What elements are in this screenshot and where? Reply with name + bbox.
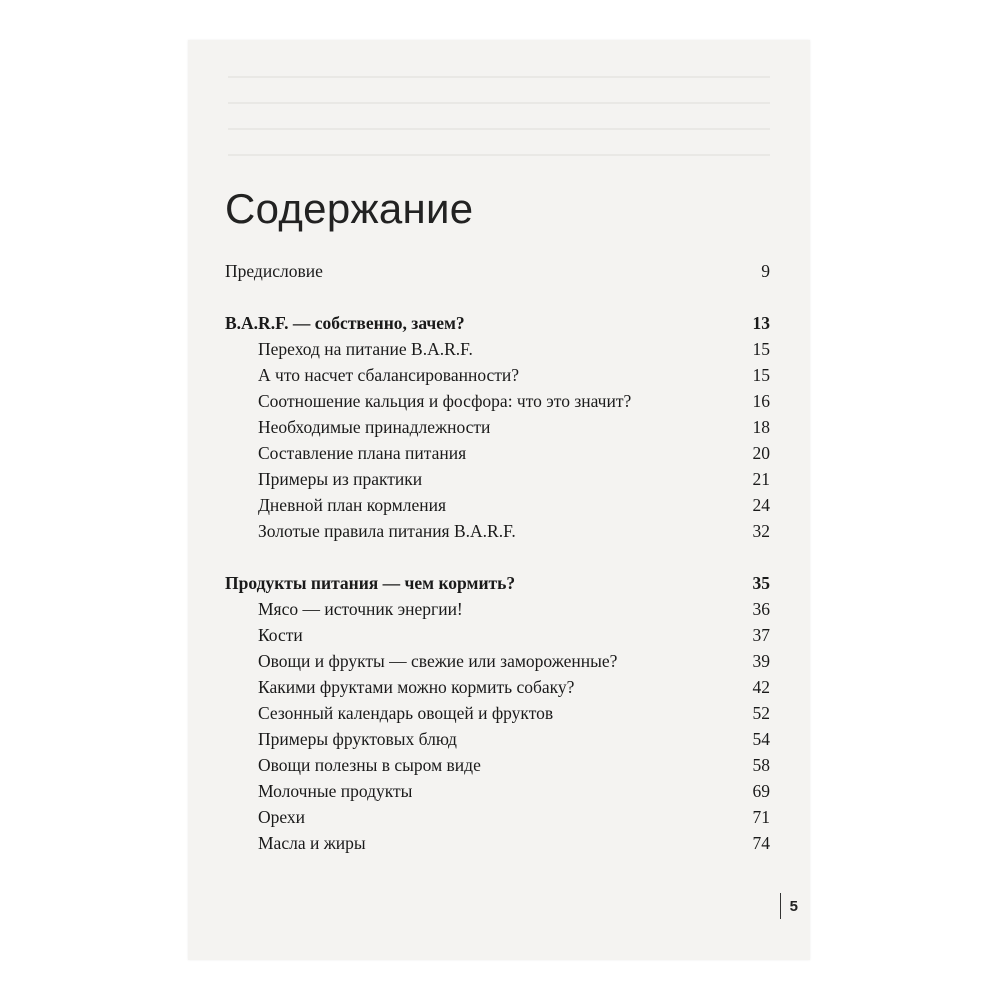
show-through-line	[228, 128, 770, 130]
toc-entry-label: Предисловие	[225, 261, 323, 281]
toc-section-food	[225, 570, 770, 596]
toc-entry	[225, 362, 770, 388]
toc-entry	[225, 700, 770, 726]
toc-entry-label: Продукты питания — чем кормить?	[225, 573, 516, 593]
toc-entry-page: 54	[752, 729, 770, 749]
toc-entry	[225, 752, 770, 778]
toc-entry-label: Примеры фруктовых блюд	[258, 729, 457, 749]
toc-entry-label: Овощи и фрукты — свежие или замороженные?	[258, 651, 618, 671]
toc-entry-page: 58	[752, 755, 770, 775]
toc-entry	[225, 596, 770, 622]
toc-entry-page: 13	[752, 313, 770, 333]
toc-entry	[225, 726, 770, 752]
toc-entry-page: 52	[752, 703, 770, 723]
toc-entry	[225, 414, 770, 440]
toc-entry	[225, 804, 770, 830]
page-title: Содержание	[225, 185, 474, 232]
toc-entry-label: Сезонный календарь овощей и фруктов	[258, 703, 554, 723]
toc-entry-preface	[225, 258, 770, 284]
toc-entry-page: 37	[752, 625, 770, 645]
toc-entry-page: 74	[752, 833, 770, 853]
toc-entry-label: Молочные продукты	[258, 781, 413, 801]
toc-entry-label: Овощи полезны в сыром виде	[258, 755, 481, 775]
toc-entry-page: 24	[752, 495, 770, 515]
toc-entry-page: 9	[761, 261, 770, 281]
toc-entry-page: 39	[752, 651, 770, 671]
toc-entry-label: Примеры из практики	[258, 469, 423, 489]
toc-entry-page: 15	[752, 339, 770, 359]
toc-entry-page: 18	[752, 417, 770, 437]
toc-entry	[225, 466, 770, 492]
toc-entry-page: 69	[752, 781, 770, 801]
toc-entry-label: B.A.R.F. — собственно, зачем?	[225, 313, 465, 333]
toc-entry	[225, 674, 770, 700]
show-through-line	[228, 154, 770, 156]
footer-divider	[780, 893, 781, 919]
page-number: 5	[789, 897, 798, 915]
toc-entry-page: 20	[752, 443, 770, 463]
toc-entry	[225, 518, 770, 544]
show-through-line	[228, 76, 770, 78]
toc-entry	[225, 830, 770, 856]
toc-entry	[225, 622, 770, 648]
toc-entry-label: Соотношение кальция и фосфора: что это значит?	[258, 391, 632, 411]
toc-entry-label: Орехи	[258, 807, 306, 827]
toc-entry-page: 15	[752, 365, 770, 385]
toc-entry-label: А что насчет сбалансированности?	[258, 365, 520, 385]
toc-entry-page: 36	[752, 599, 770, 619]
toc-entry-label: Масла и жиры	[258, 833, 366, 853]
toc-entry-page: 71	[752, 807, 770, 827]
toc-entry-label: Дневной план кормления	[258, 495, 446, 515]
toc-entry-label: Кости	[258, 625, 303, 645]
toc-entry	[225, 336, 770, 362]
toc-entry-label: Мясо — источник энергии!	[258, 599, 463, 619]
show-through-line	[228, 102, 770, 104]
toc-entry-page: 35	[752, 573, 770, 593]
toc-entry-label: Золотые правила питания B.A.R.F.	[258, 521, 516, 541]
toc-entry	[225, 778, 770, 804]
toc-entry-page: 32	[752, 521, 770, 541]
toc-entry-page: 21	[752, 469, 770, 489]
toc-entry-label: Переход на питание B.A.R.F.	[258, 339, 473, 359]
toc-entry	[225, 440, 770, 466]
page-footer	[780, 892, 798, 920]
toc-entry-label: Какими фруктами можно кормить собаку?	[258, 677, 575, 697]
toc-entry	[225, 648, 770, 674]
book-page	[188, 40, 810, 960]
toc-entry	[225, 492, 770, 518]
toc-entry-page: 42	[752, 677, 770, 697]
toc-entry	[225, 388, 770, 414]
toc-entry-page: 16	[752, 391, 770, 411]
toc-section-barf	[225, 310, 770, 336]
toc-entry-label: Составление плана питания	[258, 443, 467, 463]
toc-entry-label: Необходимые принадлежности	[258, 417, 491, 437]
